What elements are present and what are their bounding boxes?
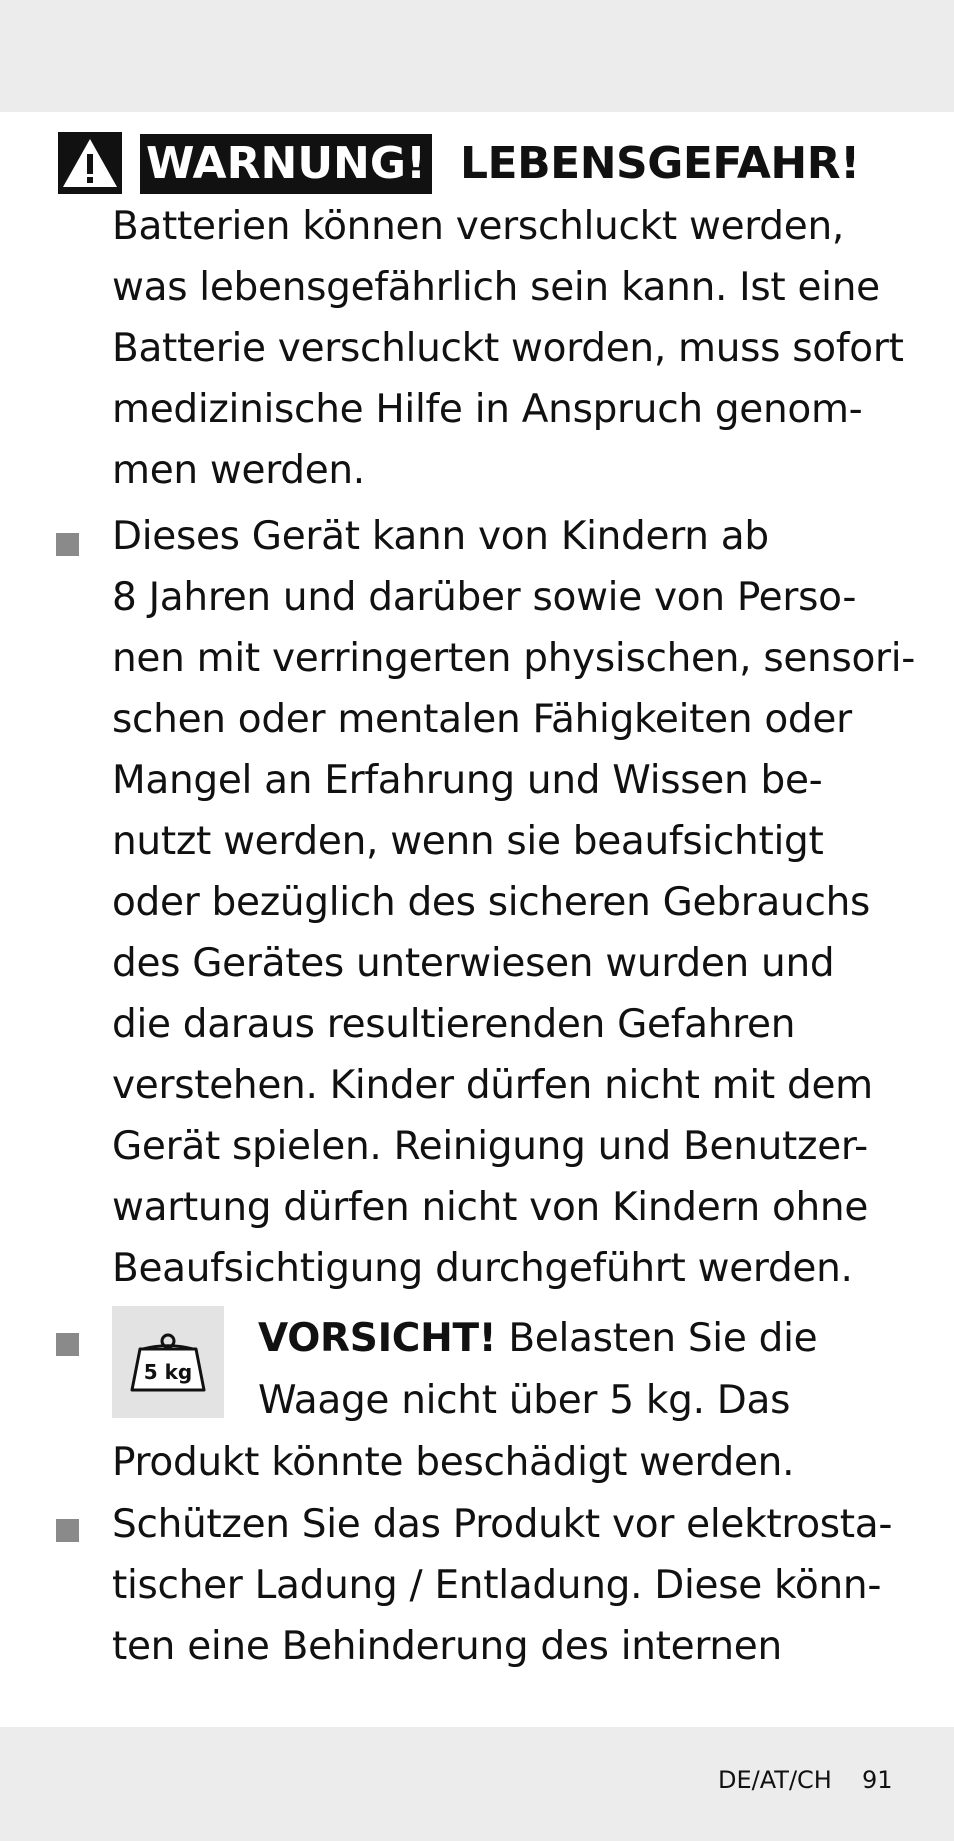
children-text-line: Beaufsichtigung durchgeführt werden.: [112, 1246, 853, 1291]
caution-text-line: [258, 1308, 817, 1369]
caution-text-line: Waage nicht über 5 kg. Das: [258, 1378, 791, 1423]
warning-text-line: men werden.: [112, 448, 365, 493]
warning-text-line: medizinische Hilfe in Anspruch genom-: [112, 387, 863, 432]
children-text-line: schen oder mentalen Fähigkeiten oder: [112, 697, 852, 742]
weight-limit-label: 5 kg: [143, 1360, 193, 1384]
children-text-line: Gerät spielen. Reinigung und Benutzer-: [112, 1124, 868, 1169]
warning-text-line: Batterie verschluckt worden, muss sofort: [112, 326, 904, 371]
caution-text-line: Produkt könnte beschädigt werden.: [112, 1440, 795, 1485]
caution-label: VORSICHT!: [258, 1316, 497, 1361]
children-text-line: nutzt werden, wenn sie beaufsichtigt: [112, 819, 824, 864]
warning-triangle-icon: [58, 132, 122, 194]
warning-text-line: Batterien können verschluckt werden,: [112, 204, 844, 249]
page-number: 91: [862, 1766, 893, 1794]
page-header-band: [0, 0, 954, 112]
esd-text-line: ten eine Behinderung des internen: [112, 1624, 782, 1669]
footer-language-codes: DE/AT/CH: [718, 1766, 832, 1794]
caution-text: Belasten Sie die: [496, 1316, 818, 1361]
bullet-square: [56, 533, 79, 556]
warning-text-line: was lebensgefährlich sein kann. Ist eine: [112, 265, 880, 310]
children-text-line: verstehen. Kinder dürfen nicht mit dem: [112, 1063, 873, 1108]
weight-limit-icon: [112, 1306, 224, 1418]
children-text-line: wartung dürfen nicht von Kindern ohne: [112, 1185, 869, 1230]
children-text-line: Mangel an Erfahrung und Wissen be-: [112, 758, 823, 803]
bullet-square: [56, 1333, 79, 1356]
esd-text-line: Schützen Sie das Produkt vor elektrosta-: [112, 1502, 893, 1547]
children-text-line: nen mit verringerten physischen, sensori-: [112, 636, 916, 681]
children-text-line: oder bezüglich des sicheren Gebrauchs: [112, 880, 871, 925]
children-text-line: die daraus resultierenden Gefahren: [112, 1002, 796, 1047]
warning-headline: LEBENSGEFAHR!: [460, 138, 860, 189]
esd-text-line: tischer Ladung / Entladung. Diese könn-: [112, 1563, 882, 1608]
bullet-square: [56, 1519, 79, 1542]
children-text-line: des Gerätes unterwiesen wurden und: [112, 941, 835, 986]
children-text-line: Dieses Gerät kann von Kindern ab: [112, 514, 769, 559]
children-text-line: 8 Jahren und darüber sowie von Perso-: [112, 575, 857, 620]
warning-badge: WARNUNG!: [140, 134, 432, 194]
